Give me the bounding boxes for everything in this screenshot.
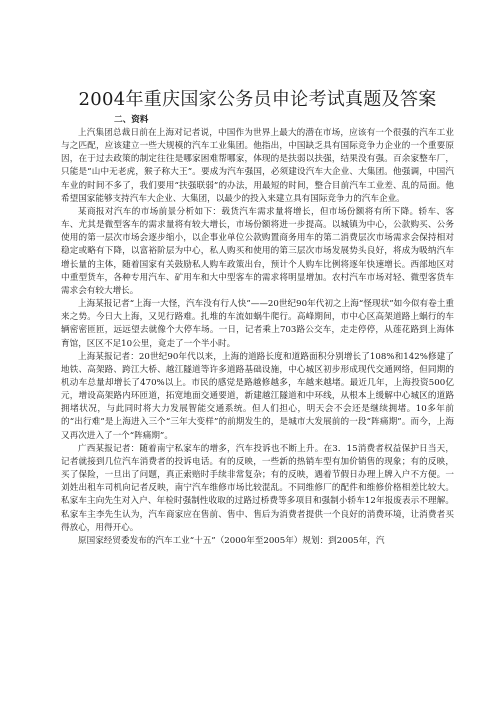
paragraph-4: 上海某报记者：20世纪90年代以来，上海的道路长度和道路面积分别增长了108%和142%修建了地铁、高架路、跨江大桥、越江隧道等许多道路基础设施，中心城区初步形成现代交通网络，但同期的机动车总量却增长了470%以上。市民的感觉是路越修越多，车越来越堵。最近几年，上海投资500亿元，增设高架路内环匝道，拓宽地面交通要道，新建越江隧道和中环线，从根本上缓解中心城区的道路拥堵状况，与此同时将大力发展智能交通系统。但人们担心，明天会不会还是继续拥堵。10多年前的“出行难”是上海进入三个“三年大变样”的前期发生的，是城市大发展前的一段“阵痛期”。而今，上海又再次进入了一个“阵痛期”。 [61,351,454,441]
section-heading: 二、资料 [114,115,149,125]
paragraph-1: 上汽集团总裁日前在上海对记者说，中国作为世界上最大的潜在市场，应该有一个很强的汽车工业与之匹配，应该建立一些大规模的汽车工业集团。他指出，中国缺乏具有国际竞争力企业的一个重要原因，在于过去政策的制定往往是哪家困难帮哪家，体现的是扶弱以扶强，结果没有强。百余家整车厂，只能是“山中无老虎，猴子称大王”。要成为汽车强国，必须建设汽车大企业、大集团。他强调，中国汽车业的时间不多了，我们要用“扶强联弱”的办法，用最短的时间，整合目前汽车工业差、乱的局面。他希望国家能够支持汽车大企业、大集团，以最少的投入来建立具有国际竞争力的汽车企业。 [61,128,454,204]
paragraph-2: 某商报对汽车的市场前景分析如下：载货汽车需求量将增长，但市场份额将有所下降。轿车、客车、尤其是微型客车的需求量将有较大增长，市场份额将进一步提高。以城镇为中心，公款购买、公务使用的第一层次市场会逐步缩小，以企事业单位公款购置商务用车的第二消费层次市场需求会保持相对稳定或略有下降，以富裕阶层为中心，私人购买和使用的第三层次市场发展势头良好，将成为吸纳汽车增长量的主体，随着国家有关鼓励私人购车政策出台，预计个人购车比例将逐年快速增长。西部地区对中重型货车，各种专用汽车、矿用车和大中型客车的需求将明显增加。农村汽车市场对轻、微型客货车需求会有较大增长。 [61,206,454,296]
paragraph-6: 原国家经贸委发布的汽车工业“十五”（2000年至2005年）规划：到2005年，汽 [78,535,385,546]
document-title: 2004年重庆国家公务员申论考试真题及答案 [78,89,437,110]
paragraph-3: 上海某报记者“上海一大怪，汽车没有行人快”——20世纪90年代初之上海“怪现状”如今似有卷土重来之势。今日大上海，又见行路难。扎堆的车流如蜗牛爬行。高峰期间，市中心区高架道路上蜗行的车辆密密匝匝，远远望去就像个大停车场。一日，记者乘上703路公交车，走走停停，从莲花路到上海体育馆，区区不足10公里，竟走了一个半小时。 [61,299,454,349]
paragraph-5: 广西某报记者：随着南宁私家车的增多，汽车投诉也不断上升。在3．15消费者权益保护日当天，记者就接到几位汽车消费者的投诉电话。有的反映，一些新的热销车型有加价销售的现象；有的反映，买了保险，一旦出了问题，真正索赔时手续非常复杂；有的反映，遇着节假日办理上牌入户不方便。一刘姓出租车司机向记者反映，南宁汽车维修市场比较混乱。不同维修厂的配件和维修价格相差比较大。私家车主向先生对入户、年检时强制性收取的过路过桥费等多项目和强制小轿车12年报废表示不理解。私家车主李先生认为，汽车商家应在售前、售中、售后为消费者提供一个良好的消费环境，让消费者买得放心，用得开心。 [61,443,454,533]
